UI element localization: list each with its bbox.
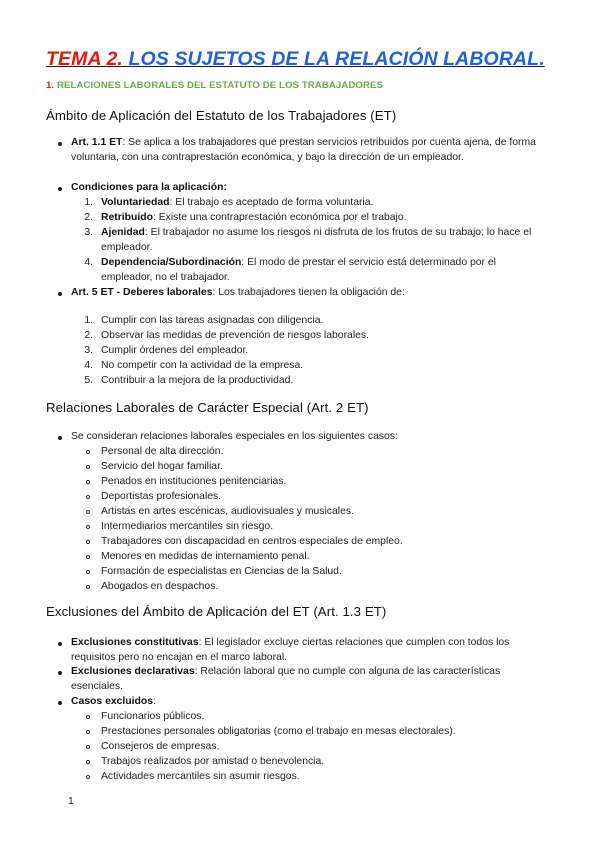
circle-bullet	[86, 745, 90, 749]
circle-bullet	[86, 760, 90, 764]
special-item: Servicio del hogar familiar.	[101, 461, 223, 472]
circle-bullet	[86, 480, 90, 484]
special-item: Artistas en artes escénicas, audiovisuales y musicales.	[101, 506, 354, 517]
circle-bullet	[86, 715, 90, 719]
excluded-item: Funcionarios públicos.	[101, 711, 205, 722]
special-item: Menores en medidas de internamiento penal.	[101, 551, 310, 562]
conditions-label: Condiciones para la aplicación	[71, 182, 224, 193]
special-item: Abogados en despachos.	[101, 581, 219, 592]
condition-text: : El modo de prestar el servicio está determinado por el empleador, no el trabajador.	[101, 257, 496, 283]
title-text: LOS SUJETOS DE LA RELACIÓN LABORAL.	[128, 48, 545, 70]
section3-heading: Exclusiones del Ámbito de Aplicación del ET (Art. 1.3 ET)	[46, 604, 387, 619]
condition-text: : El trabajador no asume los riesgos ni disfruta de los frutos de su trabajo; lo hace el empleador.	[101, 227, 532, 253]
condition-item	[101, 195, 561, 210]
condition-item	[101, 255, 531, 285]
special-item: Formación de especialistas en Ciencias de la Salud.	[101, 566, 342, 577]
duty-number: 2.	[84, 330, 93, 341]
circle-bullet	[86, 775, 90, 779]
excluded-item: Consejeros de empresas.	[101, 741, 220, 752]
special-item: Intermediarios mercantiles sin riesgo.	[101, 521, 274, 532]
duty-item: Cumplir órdenes del empleador.	[101, 345, 249, 356]
page-number: 1	[68, 796, 74, 807]
subheading-text: RELACIONES LABORALES DEL ESTATUTO DE LOS TRABAJADORES	[56, 80, 383, 91]
duty-item: Cumplir con las tareas asignadas con diligencia.	[101, 315, 324, 326]
circle-bullet	[86, 555, 90, 559]
special-item: Deportistas profesionales.	[101, 491, 222, 502]
title-number: TEMA 2.	[46, 48, 123, 70]
declarative-paragraph	[71, 664, 551, 694]
condition-label: Retribuido	[101, 212, 153, 223]
condition-item	[101, 210, 561, 225]
circle-bullet	[86, 510, 90, 514]
duty-number: 5.	[84, 375, 93, 386]
condition-number: 3.	[84, 227, 93, 238]
art5-paragraph	[71, 285, 561, 300]
special-item: Penados en instituciones penitenciarias.	[101, 476, 287, 487]
constitutive-text: : El legislador excluye ciertas relaciones que cumplen con todos los requisitos pero no encajan en el marco laboral.	[71, 637, 510, 663]
duty-item: Contribuir a la mejora de la productividad.	[101, 375, 294, 386]
constitutive-label: Exclusiones constitutivas	[71, 637, 199, 648]
art11-label: Art. 1.1 ET	[71, 137, 123, 148]
special-intro: Se consideran relaciones laborales especiales en los siguientes casos:	[71, 431, 398, 442]
condition-number: 2.	[84, 212, 93, 223]
conditions-heading	[71, 180, 227, 195]
art11-text: : Se aplica a los trabajadores que prestan servicios retribuidos por cuenta ajena, de forma voluntaria, con una contraprestación económica, y bajo la dirección de un empleador.	[71, 137, 536, 163]
bullet-dot	[58, 292, 62, 296]
declarative-text: : Relación laboral que no cumple con alguna de las características esenciales.	[71, 666, 501, 692]
section2-heading: Relaciones Laborales de Carácter Especial (Art. 2 ET)	[46, 400, 369, 415]
condition-text: : Existe una contraprestación económica por el trabajo.	[152, 212, 407, 223]
circle-bullet	[86, 570, 90, 574]
condition-item	[101, 225, 561, 255]
circle-bullet	[86, 525, 90, 529]
excluded-colon: :	[153, 696, 156, 707]
excluded-label: Casos excluidos	[71, 696, 154, 707]
excluded-item: Trabajos realizados por amistad o benevolencia.	[101, 756, 325, 767]
condition-label: Ajenidad	[101, 227, 145, 238]
bullet-dot	[58, 436, 62, 440]
duty-number: 1.	[84, 315, 93, 326]
duty-number: 4.	[84, 360, 93, 371]
art11-paragraph	[71, 135, 561, 165]
bullet-dot	[58, 701, 62, 705]
bullet-dot	[58, 187, 62, 191]
duty-number: 3.	[84, 345, 93, 356]
condition-text: : El trabajo es aceptado de forma voluntaria.	[169, 197, 374, 208]
condition-label: Dependencia/Subordinación	[101, 257, 242, 268]
declarative-label: Exclusiones declarativas	[71, 666, 195, 677]
circle-bullet	[86, 730, 90, 734]
conditions-colon: :	[223, 182, 227, 193]
circle-bullet	[86, 465, 90, 469]
excluded-item: Prestaciones personales obligatorias (como el trabajo en mesas electorales).	[101, 726, 456, 737]
art5-text: : Los trabajadores tienen la obligación de:	[212, 287, 405, 298]
excluded-item: Actividades mercantiles sin asumir riesgos.	[101, 771, 300, 782]
special-item: Trabajadores con discapacidad en centros especiales de empleo.	[101, 536, 403, 547]
art5-label: Art. 5 ET - Deberes laborales	[71, 287, 213, 298]
constitutive-paragraph	[71, 635, 551, 665]
circle-bullet	[86, 540, 90, 544]
page-title	[46, 48, 545, 71]
circle-bullet	[86, 495, 90, 499]
condition-number: 1.	[84, 197, 93, 208]
duty-item: No competir con la actividad de la empresa.	[101, 360, 304, 371]
subheading-number: 1.	[46, 80, 55, 91]
condition-label: Voluntariedad	[101, 197, 170, 208]
duty-item: Observar las medidas de prevención de riesgos laborales.	[101, 330, 369, 341]
excluded-heading	[71, 694, 156, 709]
section1-heading: Ámbito de Aplicación del Estatuto de los Trabajadores (ET)	[46, 108, 397, 123]
bullet-dot	[58, 671, 62, 675]
condition-number: 4.	[84, 257, 93, 268]
bullet-dot	[58, 142, 62, 146]
bullet-dot	[58, 642, 62, 646]
section-subheading	[46, 80, 383, 91]
special-item: Personal de alta dirección.	[101, 446, 224, 457]
circle-bullet	[86, 585, 90, 589]
circle-bullet	[86, 450, 90, 454]
